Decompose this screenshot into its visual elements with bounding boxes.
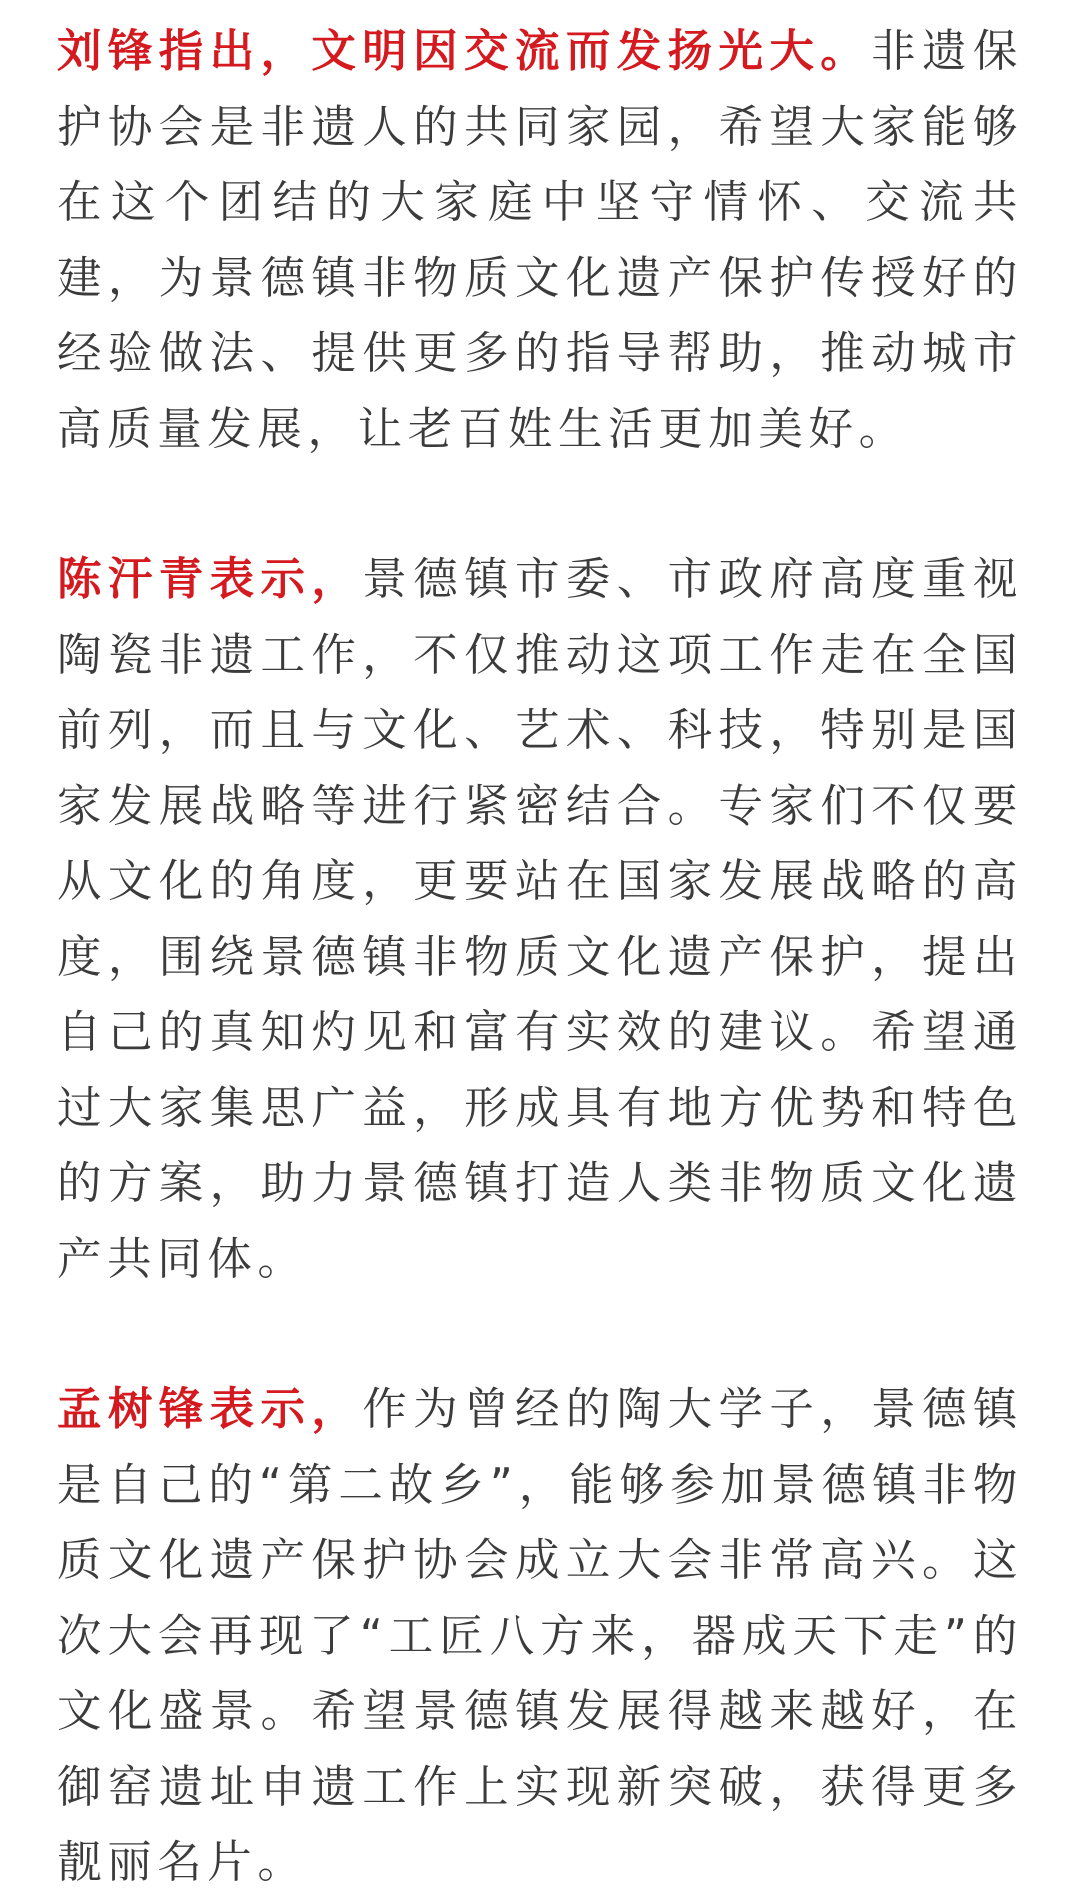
article-body: [57, 14, 1023, 1901]
speaker-lead: 陈汗青表示，: [57, 554, 363, 605]
speaker-lead: 孟树锋表示，: [57, 1384, 363, 1435]
paragraph-text: 景德镇市委、市政府高度重视陶瓷非遗工作，不仅推动这项工作走在全国前列，而且与文化、艺术、科技，特别是国家发展战略等进行紧密结合。专家们不仅要从文化的角度，更要站在国家发展战略的高度，围绕景德镇非物质文化遗产保护，提出自己的真知灼见和富有实效的建议。希望通过大家集思广益，形成具有地方优势和特色的方案，助力景德镇打造人类非物质文化遗产共同体。: [57, 554, 1023, 1285]
speaker-lead: 刘锋指出，文明因交流而发扬光大。: [57, 26, 872, 77]
paragraph-meng-shufeng: [57, 1372, 1023, 1901]
paragraph-text: 非遗保护协会是非遗人的共同家园，希望大家能够在这个团结的大家庭中坚守情怀、交流共建，为景德镇非物质文化遗产保护传授好的经验做法、提供更多的指导帮助，推动城市高质量发展，让老百姓生活更加美好。: [57, 26, 1023, 455]
paragraph-chen-hanqing: [57, 542, 1023, 1297]
paragraph-text: 作为曾经的陶大学子，景德镇是自己的“第二故乡”，能够参加景德镇非物质文化遗产保护协会成立大会非常高兴。这次大会再现了“工匠八方来，器成天下走”的文化盛景。希望景德镇发展得越来越好，在御窑遗址申遗工作上实现新突破，获得更多靓丽名片。: [57, 1384, 1023, 1888]
paragraph-liu-feng: [57, 14, 1023, 467]
